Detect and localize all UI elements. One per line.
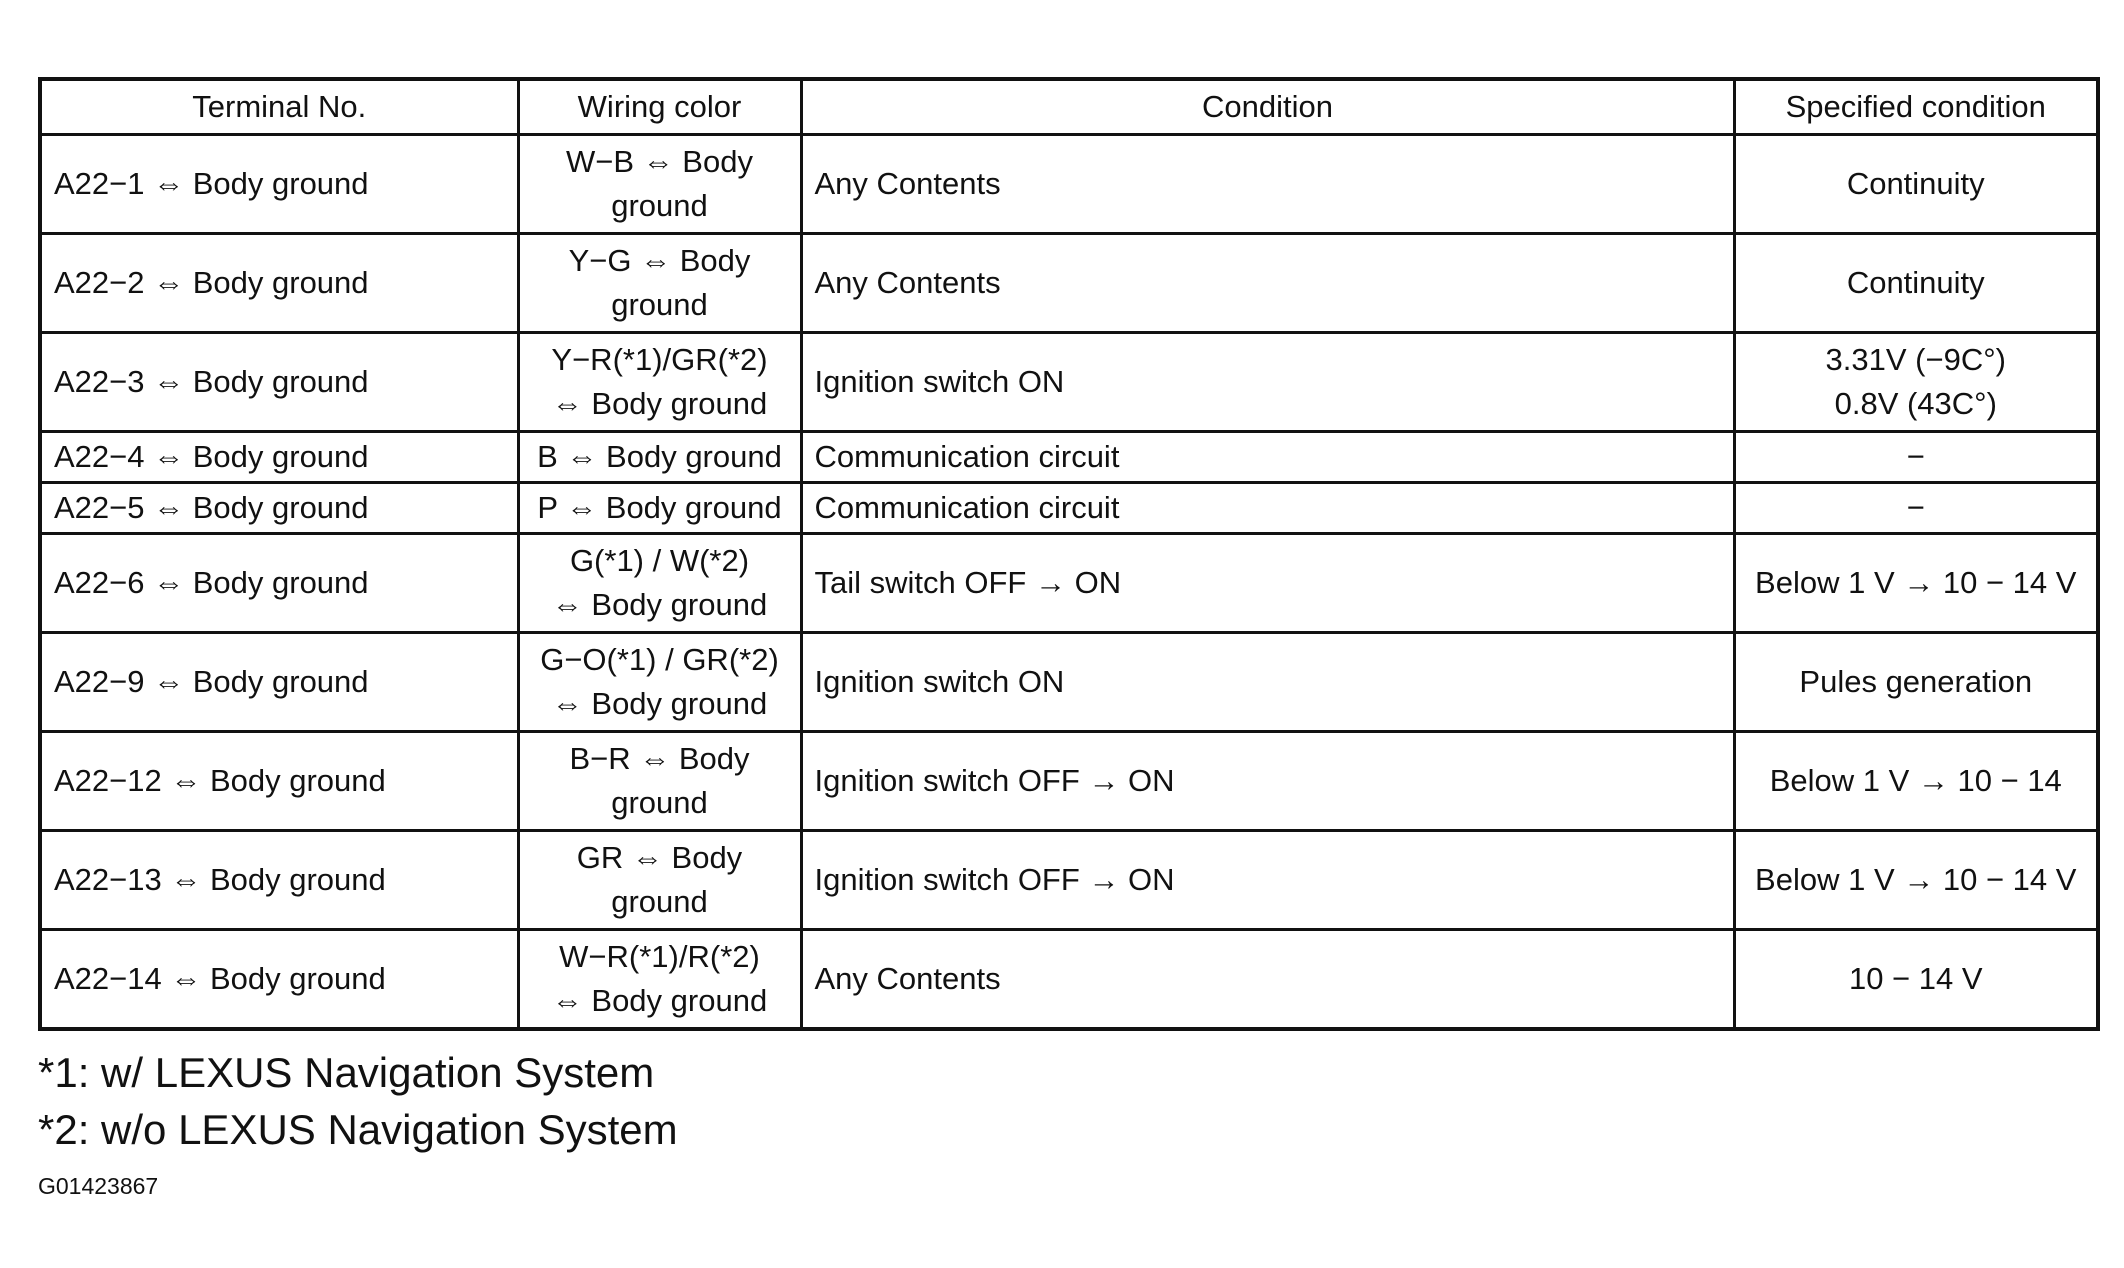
wiring-color-line: ⇔ Body ground [551, 386, 768, 421]
terminal-cell: A22−9 ⇔ Body ground [40, 633, 518, 732]
specified-condition-line: − [1906, 490, 1925, 525]
wiring-color-line: W−R(*1)/R(*2) [559, 939, 760, 974]
specified-condition-line: Below 1 V → 10 − 14 V [1755, 862, 2077, 897]
condition-cell: Ignition switch OFF → ON [801, 732, 1734, 831]
condition-cell: Communication circuit [801, 483, 1734, 534]
footnote-2: *2: w/o LEXUS Navigation System [38, 1106, 678, 1153]
wiring-color-line: ground [611, 287, 708, 322]
specified-condition-line: Continuity [1846, 166, 1985, 201]
footnotes [38, 1044, 678, 1158]
condition-cell: Ignition switch ON [801, 633, 1734, 732]
specified-condition-line: − [1906, 439, 1925, 474]
table-header-row [40, 79, 2098, 135]
wiring-color-line: Y−R(*1)/GR(*2) [551, 342, 768, 377]
condition-cell: Tail switch OFF → ON [801, 534, 1734, 633]
figure-code: G01423867 [38, 1173, 159, 1199]
table-row [40, 831, 2098, 930]
condition-cell: Ignition switch ON [801, 333, 1734, 432]
wiring-color-cell [518, 633, 801, 732]
condition-cell: Any Contents [801, 234, 1734, 333]
specified-condition-cell [1734, 234, 2098, 333]
wiring-color-cell [518, 831, 801, 930]
wiring-color-line: GR ⇔ Body [576, 840, 743, 875]
wiring-color-line: ⇔ Body ground [551, 587, 768, 622]
specified-condition-cell [1734, 135, 2098, 234]
table-row [40, 930, 2098, 1030]
wiring-color-cell [518, 135, 801, 234]
specified-condition-cell [1734, 333, 2098, 432]
specified-condition-line: Below 1 V → 10 − 14 V [1755, 565, 2077, 600]
wiring-color-cell [518, 732, 801, 831]
condition-cell: Any Contents [801, 930, 1734, 1030]
terminal-cell: A22−1 ⇔ Body ground [40, 135, 518, 234]
table-row [40, 432, 2098, 483]
specified-condition-line: Continuity [1846, 265, 1985, 300]
wiring-color-line: Y−G ⇔ Body [568, 243, 751, 278]
table-row [40, 333, 2098, 432]
condition-cell: Any Contents [801, 135, 1734, 234]
terminal-cell: A22−14 ⇔ Body ground [40, 930, 518, 1030]
table-row [40, 483, 2098, 534]
wiring-color-cell [518, 930, 801, 1030]
wiring-color-line: B−R ⇔ Body [569, 741, 750, 776]
specified-condition-cell [1734, 432, 2098, 483]
wiring-color-cell [518, 333, 801, 432]
terminal-cell: A22−12 ⇔ Body ground [40, 732, 518, 831]
terminal-cell: A22−13 ⇔ Body ground [40, 831, 518, 930]
specified-condition-line: 3.31V (−9C°) [1825, 342, 2006, 377]
specified-condition-cell [1734, 831, 2098, 930]
condition-cell: Ignition switch OFF → ON [801, 831, 1734, 930]
header-specified-condition: Specified condition [1734, 79, 2098, 135]
specified-condition-line: Pules generation [1799, 664, 2033, 699]
wiring-color-line: ground [611, 884, 708, 919]
wiring-color-line: ground [611, 785, 708, 820]
specified-condition-cell [1734, 732, 2098, 831]
condition-cell: Communication circuit [801, 432, 1734, 483]
wiring-color-line: G−O(*1) / GR(*2) [540, 642, 779, 677]
wiring-color-cell [518, 534, 801, 633]
wiring-color-cell [518, 432, 801, 483]
header-terminal-no: Terminal No. [40, 79, 518, 135]
terminal-cell: A22−2 ⇔ Body ground [40, 234, 518, 333]
table-row [40, 135, 2098, 234]
wiring-color-cell [518, 234, 801, 333]
terminal-cell: A22−4 ⇔ Body ground [40, 432, 518, 483]
specified-condition-cell [1734, 633, 2098, 732]
table-row [40, 732, 2098, 831]
specified-condition-cell [1734, 483, 2098, 534]
wiring-color-line: ⇔ Body ground [551, 983, 768, 1018]
specified-condition-line: Below 1 V → 10 − 14 [1769, 763, 2062, 798]
terminal-cell: A22−5 ⇔ Body ground [40, 483, 518, 534]
specified-condition-cell [1734, 534, 2098, 633]
table-row [40, 633, 2098, 732]
terminal-cell: A22−3 ⇔ Body ground [40, 333, 518, 432]
wiring-color-line: W−B ⇔ Body [566, 144, 753, 179]
specified-condition-cell [1734, 930, 2098, 1030]
wiring-color-line: ⇔ Body ground [551, 686, 768, 721]
terminal-cell: A22−6 ⇔ Body ground [40, 534, 518, 633]
wiring-color-cell [518, 483, 801, 534]
wiring-color-line: G(*1) / W(*2) [569, 543, 750, 578]
specified-condition-line: 10 − 14 V [1848, 961, 1983, 996]
header-condition: Condition [801, 79, 1734, 135]
header-wiring-color: Wiring color [518, 79, 801, 135]
table-row [40, 534, 2098, 633]
specification-table [38, 77, 2100, 1031]
wiring-color-line: P ⇔ Body ground [537, 490, 782, 525]
footnote-1: *1: w/ LEXUS Navigation System [38, 1049, 655, 1096]
wiring-color-line: B ⇔ Body ground [537, 439, 782, 474]
table-row [40, 234, 2098, 333]
wiring-color-line: ground [611, 188, 708, 223]
specified-condition-line: 0.8V (43C°) [1834, 386, 1997, 421]
